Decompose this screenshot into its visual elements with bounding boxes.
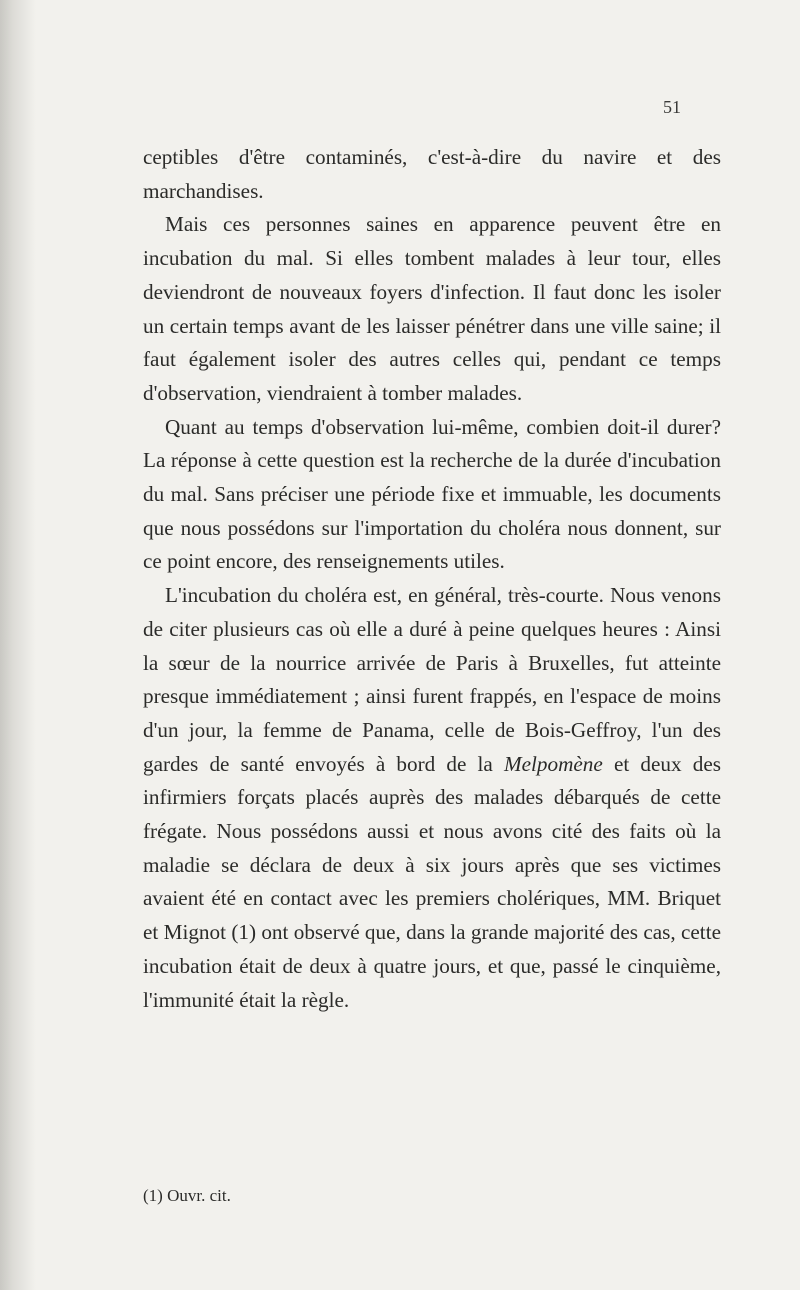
body-text [143, 141, 721, 1017]
paragraph-3: Quant au temps d'observation lui-même, combien doit-il durer? La réponse à cette question est la recherche de la durée d'incubation du mal. Sans préciser une période fixe et immuable, les documents que nous possédons sur l'importation du choléra nous donnent, sur ce point encore, des renseignements utiles. [143, 414, 721, 574]
paragraph-2: Mais ces personnes saines en apparence peuvent être en incubation du mal. Si elles tombent malades à leur tour, elles deviendront de nouveaux foyers d'infection. Il faut donc les isoler un certain temps avant de les laisser pénétrer dans une ville saine; il faut également isoler des autres celles qui, pendant ce temps d'observation, viendraient à tomber malades. [143, 212, 721, 405]
page-number: 51 [663, 97, 681, 117]
binding-shadow [0, 0, 36, 1290]
footnote: (1) Ouvr. cit. [143, 1186, 231, 1205]
paragraph-4 [143, 579, 721, 1017]
paragraph-4-text-before: L'incubation du choléra est, en général, très-courte. Nous venons de citer plusieurs cas où elle a duré à peine quelques heures : Ainsi la sœur de la nourrice arrivée de Paris à Bruxelles, fut atteinte presque immédiatement ; ainsi furent frappés, en l'espace de moins d'un jour, la femme de Panama, celle de Bois-Geffroy, l'un des gardes de santé envoyés à bord de la [143, 583, 721, 776]
ship-name: Melpomène [503, 751, 603, 776]
paragraph-4-text-after: et deux des infirmiers forçats placés auprès des malades débarqués de cette frégate. Nous possédons aussi et nous avons cité des faits où la maladie se déclara de deux à six jours après que ses victimes avaient été en contact avec les premiers cholériques, MM. Briquet et Mignot (1) ont observé que, dans la grande majorité des cas, cette incubation était de deux à quatre jours, et que, passé le cinquième, l'immunité était la règle. [143, 751, 721, 1012]
paragraph-1: ceptibles d'être contaminés, c'est-à-dire du navire et des marchandises. [143, 145, 721, 203]
